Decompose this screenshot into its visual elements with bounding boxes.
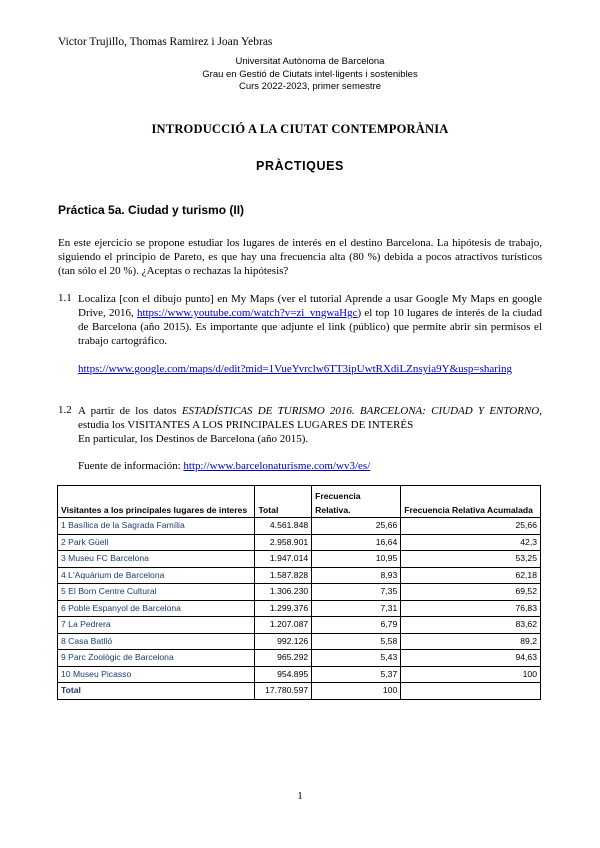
item-2-number: 1.2 [58, 404, 72, 416]
table-row [58, 567, 541, 584]
source-title: ESTADÍSTICAS DE TURISMO 2016. BARCELONA: CIUDAD Y ENTORNO [181, 405, 540, 417]
relative-frequency: 5,58 [312, 633, 401, 650]
header-places: Visitantes a los principales lugares de interes [58, 486, 255, 518]
degree-name: Grau en Gestió de Ciutats intel·ligents i sostenibles [202, 68, 418, 80]
document-subtitle: PRÀCTIQUES [256, 159, 344, 173]
item-2-text-line2: En particular, los Destinos de Barcelona (año 2015). [78, 433, 309, 445]
cumulative-frequency: 69,52 [401, 584, 541, 601]
header-relative-frequency: Frecuencia Relativa. [312, 486, 401, 518]
relative-frequency: 16,64 [312, 534, 401, 551]
relative-frequency: 10,95 [312, 551, 401, 568]
total-visitors: 17.780.597 [255, 683, 312, 700]
cumulative-frequency: 53,25 [401, 551, 541, 568]
visitor-total: 1.299.376 [255, 600, 312, 617]
relative-frequency: 5,37 [312, 666, 401, 683]
visitors-table [57, 485, 541, 700]
item-2-text [78, 404, 542, 446]
item-1-text-after: ) el top 10 lugares de interés de la ciudad de Barcelona (año 2015). Es importante que adjunte el link (público) que permite abrir sin permisos el trabajo cartográfico. [78, 307, 542, 347]
place-name: 3 Museu FC Barcelona [58, 551, 255, 568]
table-total-row [58, 683, 541, 700]
cumulative-frequency: 62,18 [401, 567, 541, 584]
page-number: 1 [297, 790, 303, 802]
relative-frequency: 7,31 [312, 600, 401, 617]
visitor-total: 4.561.848 [255, 518, 312, 535]
table-row [58, 534, 541, 551]
table-row [58, 551, 541, 568]
table-row [58, 633, 541, 650]
university-name: Universitat Autònoma de Barcelona [235, 56, 385, 67]
header-cumulative-frequency: Frecuencia Relativa Acumalada [401, 486, 541, 518]
visitor-total: 1.947.014 [255, 551, 312, 568]
cumulative-frequency: 94,63 [401, 650, 541, 667]
item-1-text-before: Localiza [con el dibujo punto] en My Maps (ver el tutorial Aprende a usar Google My Maps en google Drive, 2016, [78, 293, 542, 319]
place-name: 6 Poble Espanyol de Barcelona [58, 600, 255, 617]
source-line [78, 460, 370, 472]
authors-line: Victor Trujillo, Thomas Ramirez i Joan Yebras [58, 36, 273, 48]
course-name: Curs 2022-2023, primer semestre [238, 81, 382, 92]
table-row [58, 518, 541, 535]
cumulative-frequency: 76,83 [401, 600, 541, 617]
total-label: Total [58, 683, 255, 700]
table-body [58, 518, 541, 700]
total-relative-frequency: 100 [312, 683, 401, 700]
total-cumulative-frequency [401, 683, 541, 700]
place-name: 7 La Pedrera [58, 617, 255, 634]
item-1-number: 1.1 [58, 292, 72, 304]
table-header-row [58, 486, 541, 518]
visitor-total: 1.587.828 [255, 567, 312, 584]
table-row [58, 666, 541, 683]
cumulative-frequency: 25,66 [401, 518, 541, 535]
item-1-text [78, 292, 542, 348]
intro-paragraph: En este ejercicio se propone estudiar los lugares de interés en el destino Barcelona. La hipótesis de trabajo, siguiendo el principio de Pareto, es que hay una frecuencia alta (80 %) debida a pocos atractivos turísticos (tan sólo el 20 %). ¿Aceptas o rechazas la hipótesis? [58, 237, 542, 277]
place-name: 1 Basílica de la Sagrada Família [58, 518, 255, 535]
relative-frequency: 25,66 [312, 518, 401, 535]
item-2-text-before: A partir de los datos [78, 405, 182, 417]
cumulative-frequency: 42,3 [401, 534, 541, 551]
source-link[interactable]: http://www.barcelonaturisme.com/wv3/es/ [183, 460, 371, 472]
place-name: 9 Parc Zoològic de Barcelona [58, 650, 255, 667]
map-link-block [78, 362, 542, 376]
document-title: INTRODUCCIÓ A LA CIUTAT CONTEMPORÀNIA [151, 122, 449, 136]
visitor-total: 954.895 [255, 666, 312, 683]
institution-block [0, 56, 600, 94]
cumulative-frequency: 83,62 [401, 617, 541, 634]
table-row [58, 650, 541, 667]
cumulative-frequency: 89,2 [401, 633, 541, 650]
visitor-total: 992.126 [255, 633, 312, 650]
table-row [58, 617, 541, 634]
relative-frequency: 8,93 [312, 567, 401, 584]
place-name: 8 Casa Batlló [58, 633, 255, 650]
visitor-total: 2.958.901 [255, 534, 312, 551]
header-total: Total [255, 486, 312, 518]
visitor-total: 1.306.230 [255, 584, 312, 601]
cumulative-frequency: 100 [401, 666, 541, 683]
table-row [58, 584, 541, 601]
place-name: 2 Park Güell [58, 534, 255, 551]
relative-frequency: 6,79 [312, 617, 401, 634]
practice-title: Práctica 5a. Ciudad y turismo (II) [58, 203, 245, 217]
visitor-total: 1.207.087 [255, 617, 312, 634]
place-name: 4 L'Aquàrium de Barcelona [58, 567, 255, 584]
relative-frequency: 5,43 [312, 650, 401, 667]
source-label: Fuente de información: [78, 460, 184, 472]
table-row [58, 600, 541, 617]
place-name: 5 El Born Centre Cultural [58, 584, 255, 601]
visitor-total: 965.292 [255, 650, 312, 667]
item-2-text-after: , estudia los VISITANTES A LOS PRINCIPALES LUGARES DE INTERÉS [78, 405, 542, 431]
my-maps-link[interactable]: https://www.google.com/maps/d/edit?mid=1VueYvrclw6TT3ipUwtRXdiLZnsyia9Y&usp=sharing [78, 363, 512, 375]
place-name: 10 Museu Picasso [58, 666, 255, 683]
relative-frequency: 7,35 [312, 584, 401, 601]
video-tutorial-link[interactable]: https://www.youtube.com/watch?v=zi_vngwaHgc [136, 307, 358, 319]
